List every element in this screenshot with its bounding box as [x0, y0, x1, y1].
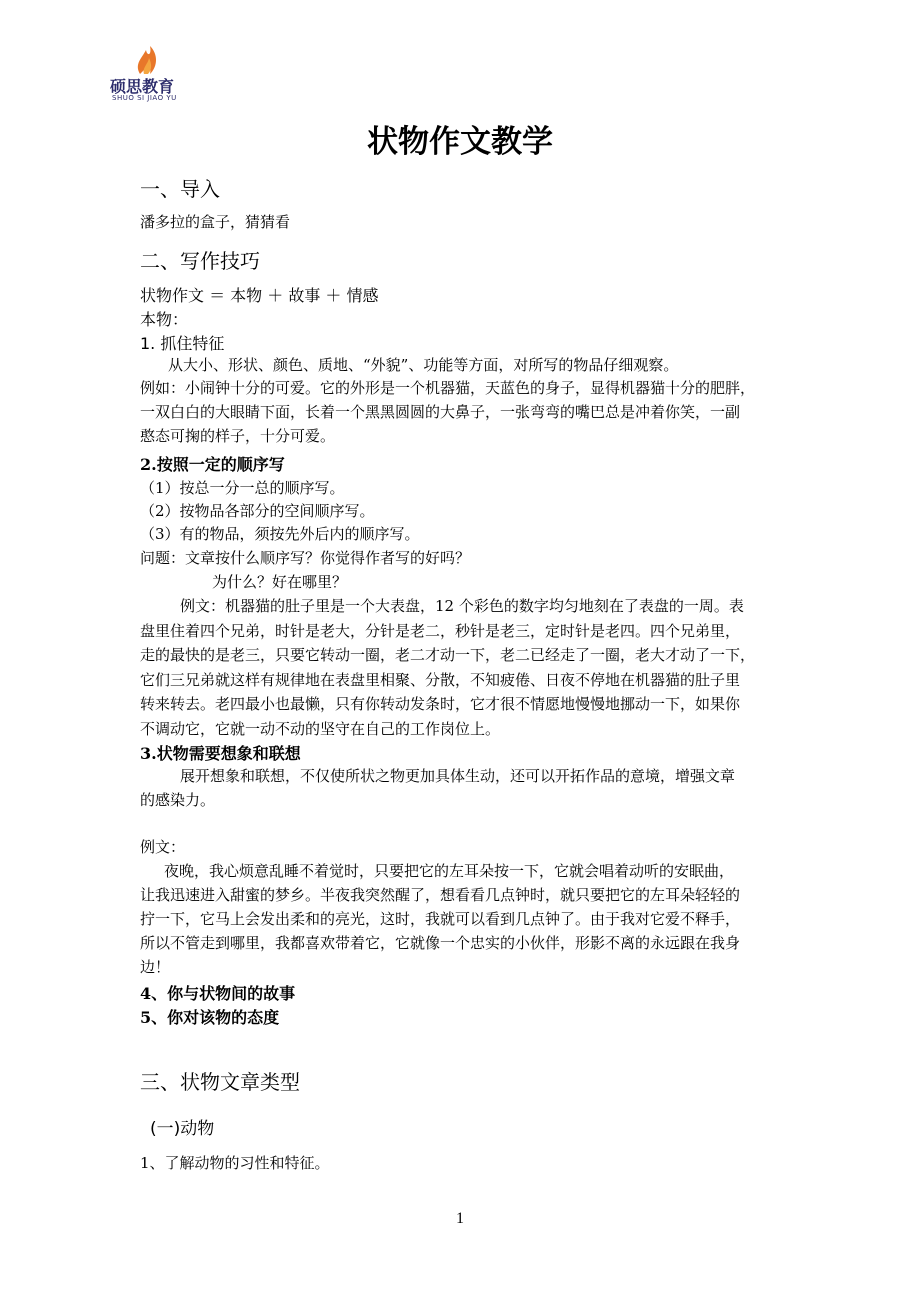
text-line: 夜晚，我心烦意乱睡不着觉时，只要把它的左耳朵按一下，它就会唱着动听的安眠曲， [164, 862, 735, 880]
order-2: （2）按物品各部分的空间顺序写。 [140, 502, 375, 520]
item3-example-label: 例文： [140, 838, 186, 856]
flame-icon [132, 44, 162, 76]
text-line: 边！ [140, 958, 171, 976]
item3-heading: 3.状物需要想象和联想 [140, 744, 301, 763]
section1-text: 潘多拉的盒子，猜猜看 [140, 213, 291, 231]
item1-text: 从大小、形状、颜色、质地、“外貌”、功能等方面，对所写的物品仔细观察。 [168, 356, 679, 374]
section2-heading: 二、写作技巧 [140, 249, 260, 273]
text-line: 盘里住着四个兄弟，时针是老大，分针是老二，秒针是老三，定时针是老四。四个兄弟里， [140, 621, 741, 640]
section3-point1: 1、了解动物的习性和特征。 [140, 1154, 330, 1172]
text-line: 的感染力。 [140, 791, 216, 809]
text-line: 不调动它，它就一动不动的坚守在自己的工作岗位上。 [140, 719, 501, 738]
order-1: （1）按总一分一总的顺序写。 [140, 479, 345, 497]
section3-heading: 三、状物文章类型 [140, 1070, 300, 1094]
page-title: 状物作文教学 [367, 124, 553, 160]
text-line: 所以不管走到哪里，我都喜欢带着它，它就像一个忠实的小伙伴，形影不离的永远跟在我身 [140, 934, 741, 952]
text-line: 走的最快的是老三，只要它转动一圈，老二才动一下，老二已经走了一圈，老大才动了一下， [140, 646, 756, 664]
text-line: 展开想象和联想，不仅使所状之物更加具体生动，还可以开拓作品的意境，增强文章 [180, 767, 736, 785]
brand-logo [108, 44, 208, 104]
order-3: （3）有的物品，须按先外后内的顺序写。 [140, 525, 420, 543]
text-line: 拧一下，它马上会发出柔和的亮光，这时，我就可以看到几点钟了。由于我对它爱不释手， [140, 910, 741, 928]
item2-heading: 2.按照一定的顺序写 [140, 455, 285, 474]
page-number: 1 [456, 1210, 464, 1227]
section3-sub1: (一)动物 [150, 1119, 215, 1139]
question-line-2: 为什么？好在哪里？ [212, 573, 348, 591]
item3-example [140, 859, 784, 979]
text-line: 让我迅速进入甜蜜的梦乡。半夜我突然醒了，想看看几点钟时，就只要把它的左耳朵轻轻的 [140, 886, 741, 904]
subhead-benwu: 本物： [140, 310, 189, 329]
formula-line: 状物作文 ＝ 本物 ＋ 故事 ＋ 情感 [140, 286, 379, 305]
item4-heading: 4、你与状物间的故事 [140, 984, 296, 1003]
text-line: 它们三兄弟就这样有规律地在表盘里相聚、分散，不知疲倦、日夜不停地在机器猫的肚子里 [140, 670, 741, 689]
text-line: 憨态可掬的样子，十分可爱。 [140, 427, 336, 445]
item1-example [140, 376, 784, 448]
text-line: 例如：小闹钟十分的可爱。它的外形是一个机器猫，天蓝色的身子，显得机器猫十分的肥胖， [140, 379, 756, 397]
item3-text [140, 764, 784, 812]
item5-heading: 5、你对该物的态度 [140, 1008, 280, 1027]
text-line: 一双白白的大眼睛下面，长着一个黑黑圆圆的大鼻子，一张弯弯的嘴巴总是冲着你笑，一副 [140, 403, 741, 421]
text-line: 例文：机器猫的肚子里是一个大表盘，12 个彩色的数字均匀地刻在了表盘的一周。表 [180, 597, 744, 615]
logo-name-cn: 硕思教育 [110, 77, 175, 96]
section1-heading: 一、导入 [140, 177, 220, 201]
question-line: 问题：文章按什么顺序写？你觉得作者写的好吗？ [140, 549, 471, 567]
item1-heading: 1. 抓住特征 [140, 334, 225, 353]
text-line: 转来转去。老四最小也最懒，只有你转动发条时，它才很不情愿地慢慢地挪动一下，如果你 [140, 695, 741, 713]
logo-name-en: SHUO SI JIAO YU [112, 94, 177, 102]
item2-example [140, 594, 784, 741]
